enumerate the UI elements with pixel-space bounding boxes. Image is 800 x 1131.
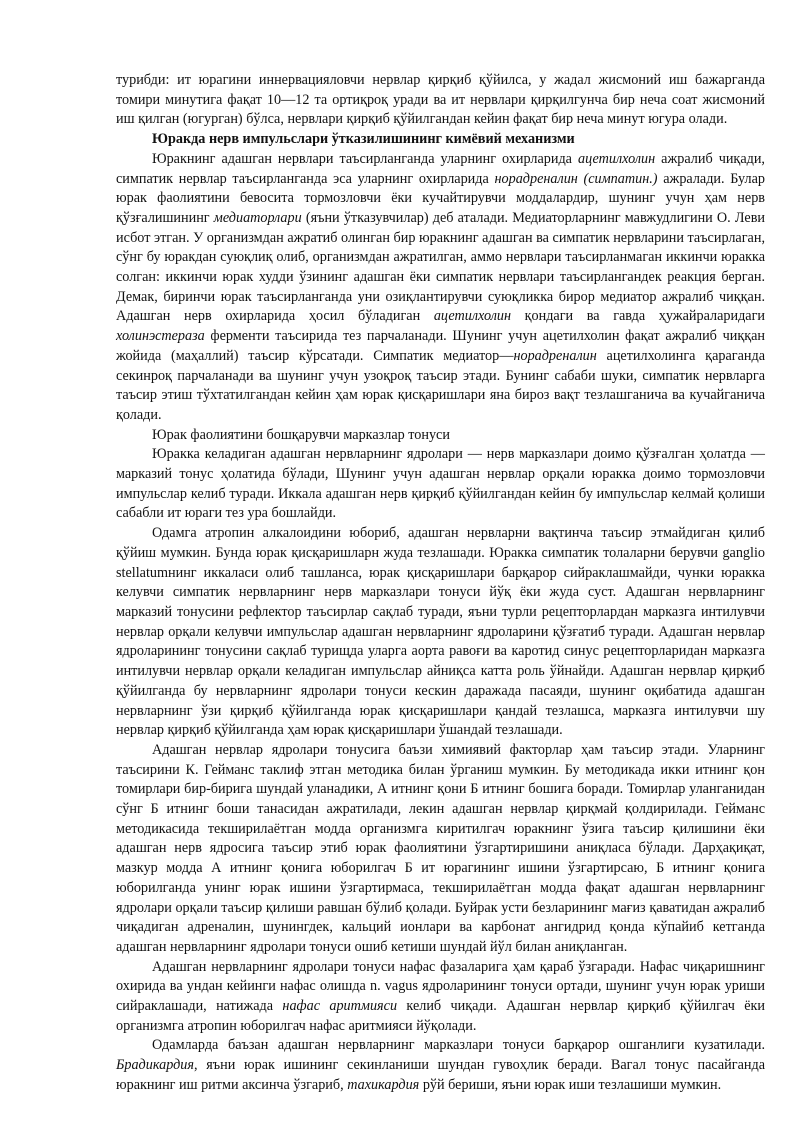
paragraph-heymans-method: Адашган нервлар ядролари тонусига баъзи химиявий факторлар ҳам таъсир этади. Уларнинг таъсирини К. Гейманс таклиф этган методика билан ўрганиш мумкин. Бу методикада икки итнинг қон томирлари бир-бирига шундай уланадики, А итнинг қони Б итнинг бошига боради. Томирлар уланганидан сўнг Б итнинг боши танасидан ажратилади, лекин адашган нервлар қирқмай қолдирилади. Гейманс методикасида текширилаётган модда организмга киритилгач юракнинг ўзига таъсир қилишини ёки адашган нерв ядросига таъсир этиб юрак фаолиятини ўзгартиришини аниқласа бўлади. Дарҳақиқат, мазкур модда А итнинг қонига юборилгач Б ит юрагининг ишини ўзгартирсаю, Б итнинг қонига юборилганда унинг юрак ишини ўзгартирмаса, текширилаётган модда фақат адашган нервларнинг ядролари орқали таъсир қилиши равшан бўлиб қолади. Буйрак усти безларининг мағиз қаватидан ажралиб чиқадиган адреналин, шунингдек, кальций ионлари ва карбонат ангидрид қонда кўпайиб кетганда адашган нервларнинг ядролари тонуси ошиб кетиши шундай йўл билан аниқланган. — [116, 741, 765, 955]
paragraph-mediators: Юракнинг адашган нервлари таъсирланганда уларнинг охирларида ацетилхолин ажралиб чиқади, симпатик нервлар таъсирланганда эса уларнинг охирларида норадреналин (симпатин.) ажралади. Булар юрак фаолиятини бевосита тормозловчи ёки кучайтирувчи моддалардир, шунинг учун ҳам нерв қўзғалишининг медиаторлари (яъни ўтказувчилар) деб аталади. Медиаторларнинг мавжудлигини О. Леви исбот этган. У организмдан ажратиб олинган бир юракнинг адашган ва симпатик нервларини таъсирлаган, сўнг бу юракдан суюқлиқ олиб, организмдан ажратилган, аммо нервлари таъсирланмаган иккинчи юракка солган: иккинчи юрак худди ўзининг адашган ёки симпатик нервлари таъсирлангандек реакция берган. Демак, биринчи юрак таъсирланганда уни озиқлантирувчи суюқликка бирор медиатор ажралиб чиққан. Адашган нерв охирларида ҳосил бўладиган ацетилхолин қондаги ва гавда ҳужайраларидаги холинэстераза ферменти таъсирида тез парчаланади. Шунинг учун ацетилхолин фақат ажралиб чиққан жойида (маҳаллий) таъсир кўрсатади. Симпатик медиатор—норадреналин ацетилхолинга қараганда секинроқ парчаланади ва шунинг учун узоқроқ таъсир этади. Бунинг сабаби шуки, симпатик нервларга таъсир этиш тўхтатилгандан кейин ҳам юрак қисқаришлари яна бироз вақт тезлашганича ва кучайганича қолади. — [116, 150, 766, 423]
paragraph-intro: турибди: ит юрагини иннервацияловчи нервлар қирқиб қўйилса, у жадал жисмоний иш бажарганда томири минутига фақат 10—12 та ортиқроқ уради ва ит нервлари қирқилгунча бир неча соат жисмоний иш қилган (югурган) бўлса, нервлари қирқиб қўйилгандан кейин фақат бир неча минут югура олади. — [116, 72, 765, 128]
paragraph-respiratory-arrhythmia: Адашган нервларнинг ядролари тонуси нафас фазаларига ҳам қараб ўзгаради. Нафас чиқаришнинг охирида ва ундан кейинги нафас олишда n. vagus ядроларининг тонуси ортади, шунинг учун юрак уриши сийраклашади, натижада нафас аритмияси келиб чиқади. Адашган нервлар қирқиб қўйилгач ёки организмга атропин юборилгач нафас аритмияси йўқолади. — [116, 958, 766, 1034]
paragraph-bradycardia: Одамларда баъзан адашган нервларнинг марказлари тонуси барқарор ошганлиги кузатилади. Брадикардия, яъни юрак ишининг секинланиши шундан гувоҳлик беради. Вагал тонус пасайганда юракнинг иш ритми аксинча ўзгариб, тахикардия рўй бериши, яъни юрак иши тезлашиши мумкин. — [116, 1037, 765, 1093]
paragraph-atropine: Одамга атропин алкалоидини юбориб, адашган нервларни вақтинча таъсир этмайдиган қилиб қўйиш мумкин. Бунда юрак қисқаришларн жуда тезлашади. Юракка симпатик толаларни берувчи ganglio stellatumнинг иккаласи олиб ташланса, юрак қисқаришлари барқарор сийраклашмайди, чунки юракка келувчи симпатик нервларнинг нерв марказлари тонуси йўқ ёки жуда суст. Адашган нервларнинг марказий тонусини рефлектор таъсирлар сақлаб туради, яъни турли рецепторлардан марказга интилувчи нервлар орқали келувчи импульслар адашган нервларнинг ядроларини қўзғатиб туради. Адашган нервлар ядроларининг тонусини сақлаб турищда уларга аорта равоғи ва каротид синус рецепторларидан марказга интилувчи нервлар орқали келадиган импульслар айниқса катта роль ўйнайди. Адашган нервлар қирқиб қўйилганда бу нервларнинг ядролари тонуси кескин даражада пасаяди, шунинг оқибатида адашган нервларнинг ўзи қирқиб қўйилганда юрак қисқаришлари қандай тезлашса, марказга интилувчи шу нервлар қирқиб қўйилганда ҳам юрак қисқаришлари ўшандай тезлашади. — [116, 525, 765, 739]
section-heading-chemical-mechanism: Юракда нерв импульслари ўтказилишининг кимёвий механизми — [152, 131, 575, 148]
paragraph-vagus-tone: Юракка келадиган адашган нервларнинг ядролари — нерв марказлари доимо қўзғалган ҳолатда — марказий тонус ҳолатида бўлади, Шунинг учун адашган нервлар орқали юракка доимо тормозловчи импульслар келиб туради. Иккала адашган нерв қирқиб қўйилгандан кейин бу импульслар келмай қолиши сабабли ит юраги тез ура бошлайди. — [116, 446, 765, 522]
section-heading-center-tone: Юрак фаолиятини бошқарувчи марказлар тонуси — [152, 426, 450, 443]
